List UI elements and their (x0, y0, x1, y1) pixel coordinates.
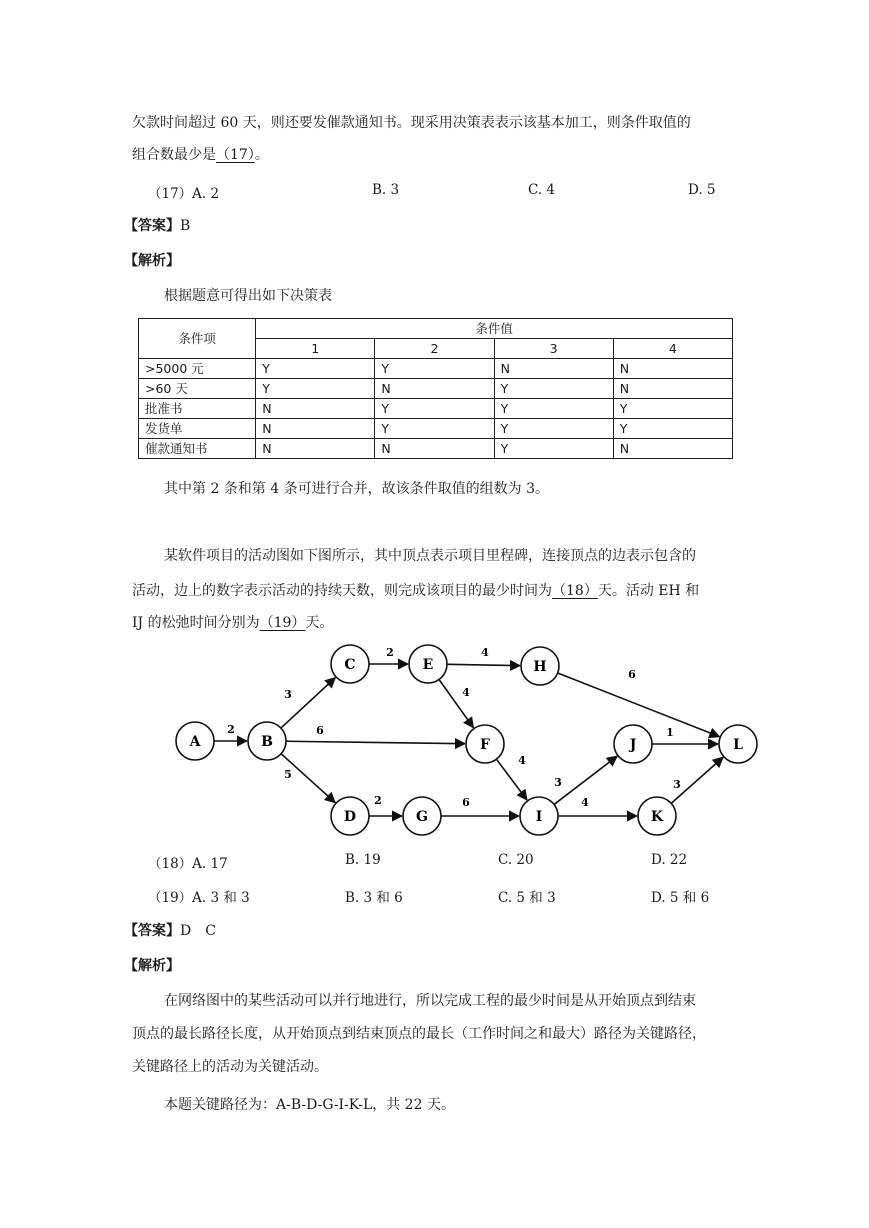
q18-answer (124, 920, 216, 940)
q19-blank: （19） (259, 615, 306, 631)
q18-option-c: C. 20 (498, 852, 534, 868)
q18-analysis-line2: 顶点的最长路径长度，从开始顶点到结束顶点的最长（工作时间之和最大）路径为关键路径， (132, 1026, 706, 1042)
q17-answer-value: B (180, 218, 191, 234)
edge-weight-BC: 3 (284, 688, 292, 701)
edge-BF (286, 741, 465, 743)
q18-option-b: B. 19 (345, 852, 381, 868)
edge-weight-FI: 4 (518, 754, 526, 767)
edge-weight-GI: 6 (462, 796, 470, 809)
q19-text-post: 天。 (305, 615, 334, 631)
edge-weight-BD: 5 (284, 768, 292, 781)
node-label-C: C (344, 657, 356, 673)
node-label-I: I (535, 809, 543, 825)
q17-conclusion: 其中第 2 条和第 4 条可进行合并，故该条件取值的组数为 3。 (164, 481, 549, 497)
table-cell: N (613, 439, 732, 459)
q18-analysis-line4: 本题关键路径为：A-B-D-G-I-K-L，共 22 天。 (164, 1097, 455, 1113)
table-row (139, 359, 733, 379)
q18-analysis-label: 【解析】 (124, 958, 180, 974)
q17-text-pre: 组合数最少是 (132, 147, 216, 163)
q19-option-b: B. 3 和 6 (345, 890, 403, 906)
table-row (139, 379, 733, 399)
q18-analysis-line3: 关键路径上的活动为关键活动。 (132, 1059, 328, 1075)
q17-text-line1: 欠款时间超过 60 天，则还要发催款通知书。现采用决策表表示该基本加工，则条件取值的 (132, 115, 691, 131)
q17-text-post: 。 (254, 147, 269, 163)
edge-weight-CE: 2 (386, 646, 394, 659)
q18-analysis-line1: 在网络图中的某些活动可以并行地进行，所以完成工程的最少时间是从开始顶点到结束 (164, 993, 696, 1009)
q18-option-d: D. 22 (651, 852, 688, 868)
q17-option-a: （17）A. 2 (148, 186, 220, 202)
table-row (139, 399, 733, 419)
table-cell: Y (375, 419, 494, 439)
table-cell: N (375, 379, 494, 399)
table-col-4: 4 (613, 339, 732, 359)
node-label-A: A (189, 734, 201, 750)
node-label-G: G (416, 809, 428, 825)
table-row-label: 发货单 (139, 419, 256, 439)
edge-weight-AB: 2 (227, 723, 235, 736)
edge-weight-BF: 6 (316, 724, 324, 737)
table-cell: N (256, 439, 375, 459)
table-cell: Y (494, 379, 613, 399)
table-header-row (139, 319, 733, 339)
q17-blank: （17） (216, 147, 255, 163)
node-label-J: J (629, 737, 637, 753)
q18-text-post: 天。活动 EH 和 (597, 583, 700, 599)
table-col-header: 条件项 (139, 319, 256, 359)
q17-option-c: C. 4 (528, 182, 556, 198)
table-col-2: 2 (375, 339, 494, 359)
node-label-E: E (422, 657, 434, 673)
q18-blank: （18） (552, 583, 598, 599)
table-cell: Y (375, 359, 494, 379)
q18-answer-value: D C (180, 923, 216, 939)
table-cell: N (375, 439, 494, 459)
q18-text-line3 (132, 612, 333, 632)
table-cell: N (256, 399, 375, 419)
q18-text-line2 (132, 580, 699, 600)
node-label-F: F (480, 737, 490, 753)
table-row (139, 439, 733, 459)
table-cell: Y (613, 419, 732, 439)
table-cell: N (613, 359, 732, 379)
q17-analysis-intro: 根据题意可得出如下决策表 (164, 288, 332, 304)
q17-option-b: B. 3 (372, 182, 400, 198)
node-label-B: B (261, 734, 273, 750)
node-label-D: D (343, 809, 357, 825)
table-cell: Y (494, 399, 613, 419)
activity-network-diagram (160, 636, 770, 846)
node-label-K: K (650, 809, 664, 825)
node-label-L: L (733, 737, 743, 753)
edge-weight-IK: 4 (581, 796, 589, 809)
edge-weight-KL: 3 (673, 778, 681, 791)
table-cell: Y (256, 359, 375, 379)
q17-option-d: D. 5 (688, 182, 716, 198)
edge-weight-EF: 4 (462, 686, 470, 699)
table-cell: N (256, 419, 375, 439)
table-row-label: 催款通知书 (139, 439, 256, 459)
table-row-label: >60 天 (139, 379, 256, 399)
decision-table (138, 318, 733, 459)
q18-answer-label: 【答案】 (124, 923, 180, 939)
edge-weight-IJ: 3 (554, 776, 562, 789)
node-label-H: H (533, 659, 547, 675)
q18-text-line1: 某软件项目的活动图如下图所示，其中顶点表示项目里程碑，连接顶点的边表示包含的 (164, 548, 696, 564)
table-cell: Y (494, 419, 613, 439)
table-cell: Y (613, 399, 732, 419)
table-col-3: 3 (494, 339, 613, 359)
edge-EH (447, 664, 520, 665)
edge-weight-EH: 4 (481, 646, 489, 659)
q17-analysis-label: 【解析】 (124, 253, 180, 269)
q17-answer (124, 215, 190, 235)
table-row-label: >5000 元 (139, 359, 256, 379)
edge-weight-DG: 2 (374, 794, 382, 807)
q19-option-c: C. 5 和 3 (498, 890, 556, 906)
table-cell: N (613, 379, 732, 399)
table-col-1: 1 (256, 339, 375, 359)
edge-weight-JL: 1 (666, 726, 674, 739)
edge-BC (281, 678, 335, 728)
table-row (139, 419, 733, 439)
q19-option-d: D. 5 和 6 (651, 890, 710, 906)
q18-option-a: （18）A. 17 (148, 856, 228, 872)
table-cell: Y (494, 439, 613, 459)
q19-text-pre: IJ 的松弛时间分别为 (132, 615, 260, 631)
table-cell: Y (256, 379, 375, 399)
q17-answer-label: 【答案】 (124, 218, 180, 234)
edge-weight-HL: 6 (628, 668, 636, 681)
q17-text-line2 (132, 145, 269, 165)
table-row-label: 批准书 (139, 399, 256, 419)
q19-option-a: （19）A. 3 和 3 (148, 890, 250, 906)
table-cell: Y (375, 399, 494, 419)
table-cell: N (494, 359, 613, 379)
q18-text-pre: 活动，边上的数字表示活动的持续天数，则完成该项目的最少时间为 (132, 583, 552, 599)
table-group-header: 条件值 (256, 319, 733, 339)
